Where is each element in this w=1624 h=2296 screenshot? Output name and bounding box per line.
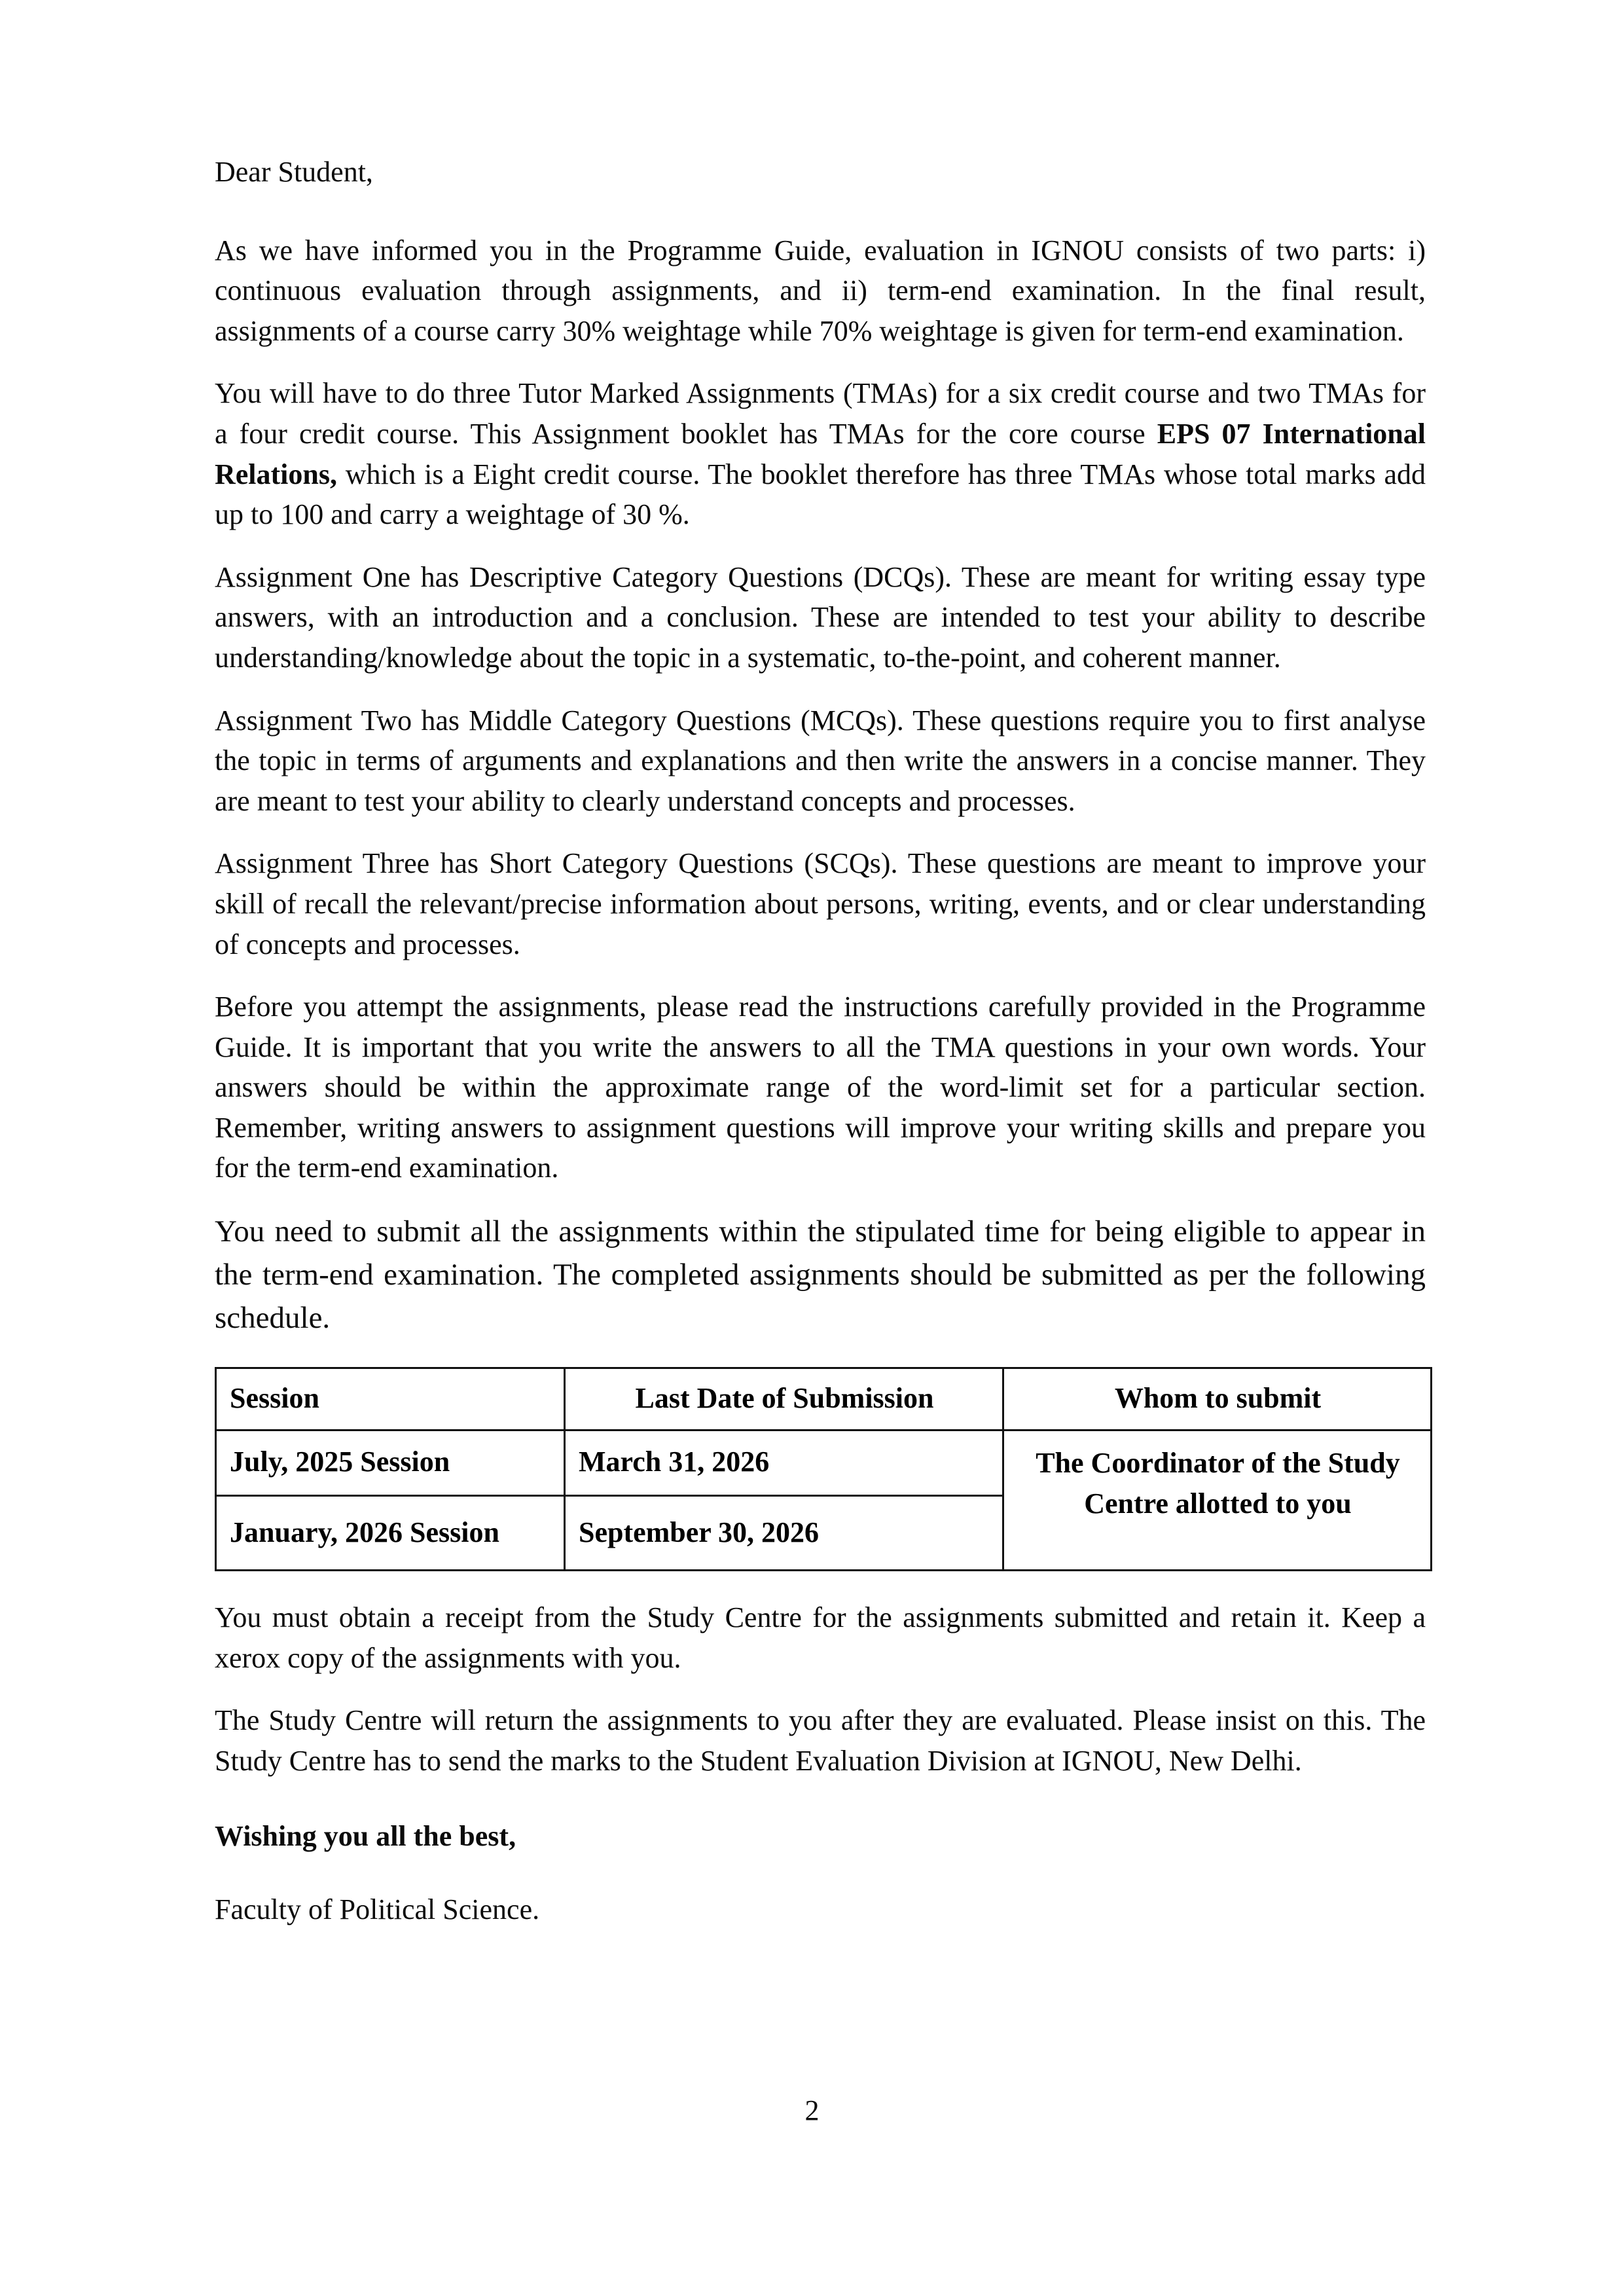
paragraph-evaluation: As we have informed you in the Programme Guide, evaluation in IGNOU consists of two parts: i) continuous evaluation through assignments, and ii) term-end examination. In the final result, assignments of a course carry 30% weightage while 70% weightage is given for term-end examination. [215, 234, 1426, 347]
cell-whom-to-submit-merged: The Coordinator of the Study Centre allotted to you [1003, 1430, 1432, 1570]
table-header-whom-to-submit: Whom to submit [1003, 1368, 1432, 1430]
table-header-row [216, 1368, 1432, 1430]
tma-overview-lead: You will have to do three Tutor Marked Assignments (TMAs) for a six credit course and two TMAs for a four credit course. This Assignment booklet has TMAs for the core course [215, 377, 1426, 450]
submission-schedule-table [215, 1367, 1432, 1571]
signoff-line: Faculty of Political Science. [215, 1893, 540, 1925]
paragraph-submission-notice: You need to submit all the assignments within the stipulated time for being eligible to appear in the term-end examination. The completed assignments should be submitted as per the following schedule. [215, 1214, 1426, 1335]
paragraph-instructions: Before you attempt the assignments, please read the instructions carefully provided in the Programme Guide. It is important that you write the answers to all the TMA questions in your own words. Your answers should be within the approximate range of the word-limit set for a particular section. Remember, writing answers to assignment questions will improve your writing skills and prepare you for the term-end examination. [215, 991, 1426, 1184]
paragraph-assignment-two: Assignment Two has Middle Category Questions (MCQs). These questions require you to first analyse the topic in terms of arguments and explanations and then write the answers in a concise manner. They are meant to test your ability to clearly understand concepts and processes. [215, 704, 1426, 817]
cell-session-july-2025: July, 2025 Session [216, 1430, 565, 1495]
course-code-label: EPS 07 International Relations, [215, 417, 1426, 490]
table-row [216, 1430, 1432, 1495]
paragraph-assignment-one: Assignment One has Descriptive Category Questions (DCQs). These are meant for writing essay type answers, with an introduction and a conclusion. These are intended to test your ability to describe understanding/knowledge about the topic in a systematic, to-the-point, and coherent manner. [215, 560, 1426, 674]
page-content [215, 152, 1426, 1930]
salutation: Dear Student, [215, 156, 373, 188]
schedule-table-wrapper [215, 1367, 1426, 1571]
table-header-last-date: Last Date of Submission [565, 1368, 1003, 1430]
tma-overview-tail: which is a Eight credit course. The booklet therefore has three TMAs whose total marks add up to 100 and carry a weightage of 30 %. [215, 458, 1426, 531]
cell-last-date-march-2026: March 31, 2026 [565, 1430, 1003, 1495]
paragraph-return: The Study Centre will return the assignments to you after they are evaluated. Please insist on this. The Study Centre has to send the marks to the Student Evaluation Division at IGNOU, New Delhi. [215, 1704, 1426, 1777]
paragraph-receipt: You must obtain a receipt from the Study Centre for the assignments submitted and retain it. Keep a xerox copy of the assignments with you. [215, 1601, 1426, 1674]
cell-session-january-2026: January, 2026 Session [216, 1495, 565, 1570]
table-header-session: Session [216, 1368, 565, 1430]
paragraph-assignment-three: Assignment Three has Short Category Questions (SCQs). These questions are meant to improve your skill of recall the relevant/precise information about persons, writing, events, and or clear understanding of concepts and processes. [215, 847, 1426, 960]
cell-last-date-september-2026: September 30, 2026 [565, 1495, 1003, 1570]
page-number: 2 [804, 2094, 820, 2126]
closing-line: Wishing you all the best, [215, 1820, 516, 1853]
paragraph-tma-overview [215, 373, 1426, 534]
